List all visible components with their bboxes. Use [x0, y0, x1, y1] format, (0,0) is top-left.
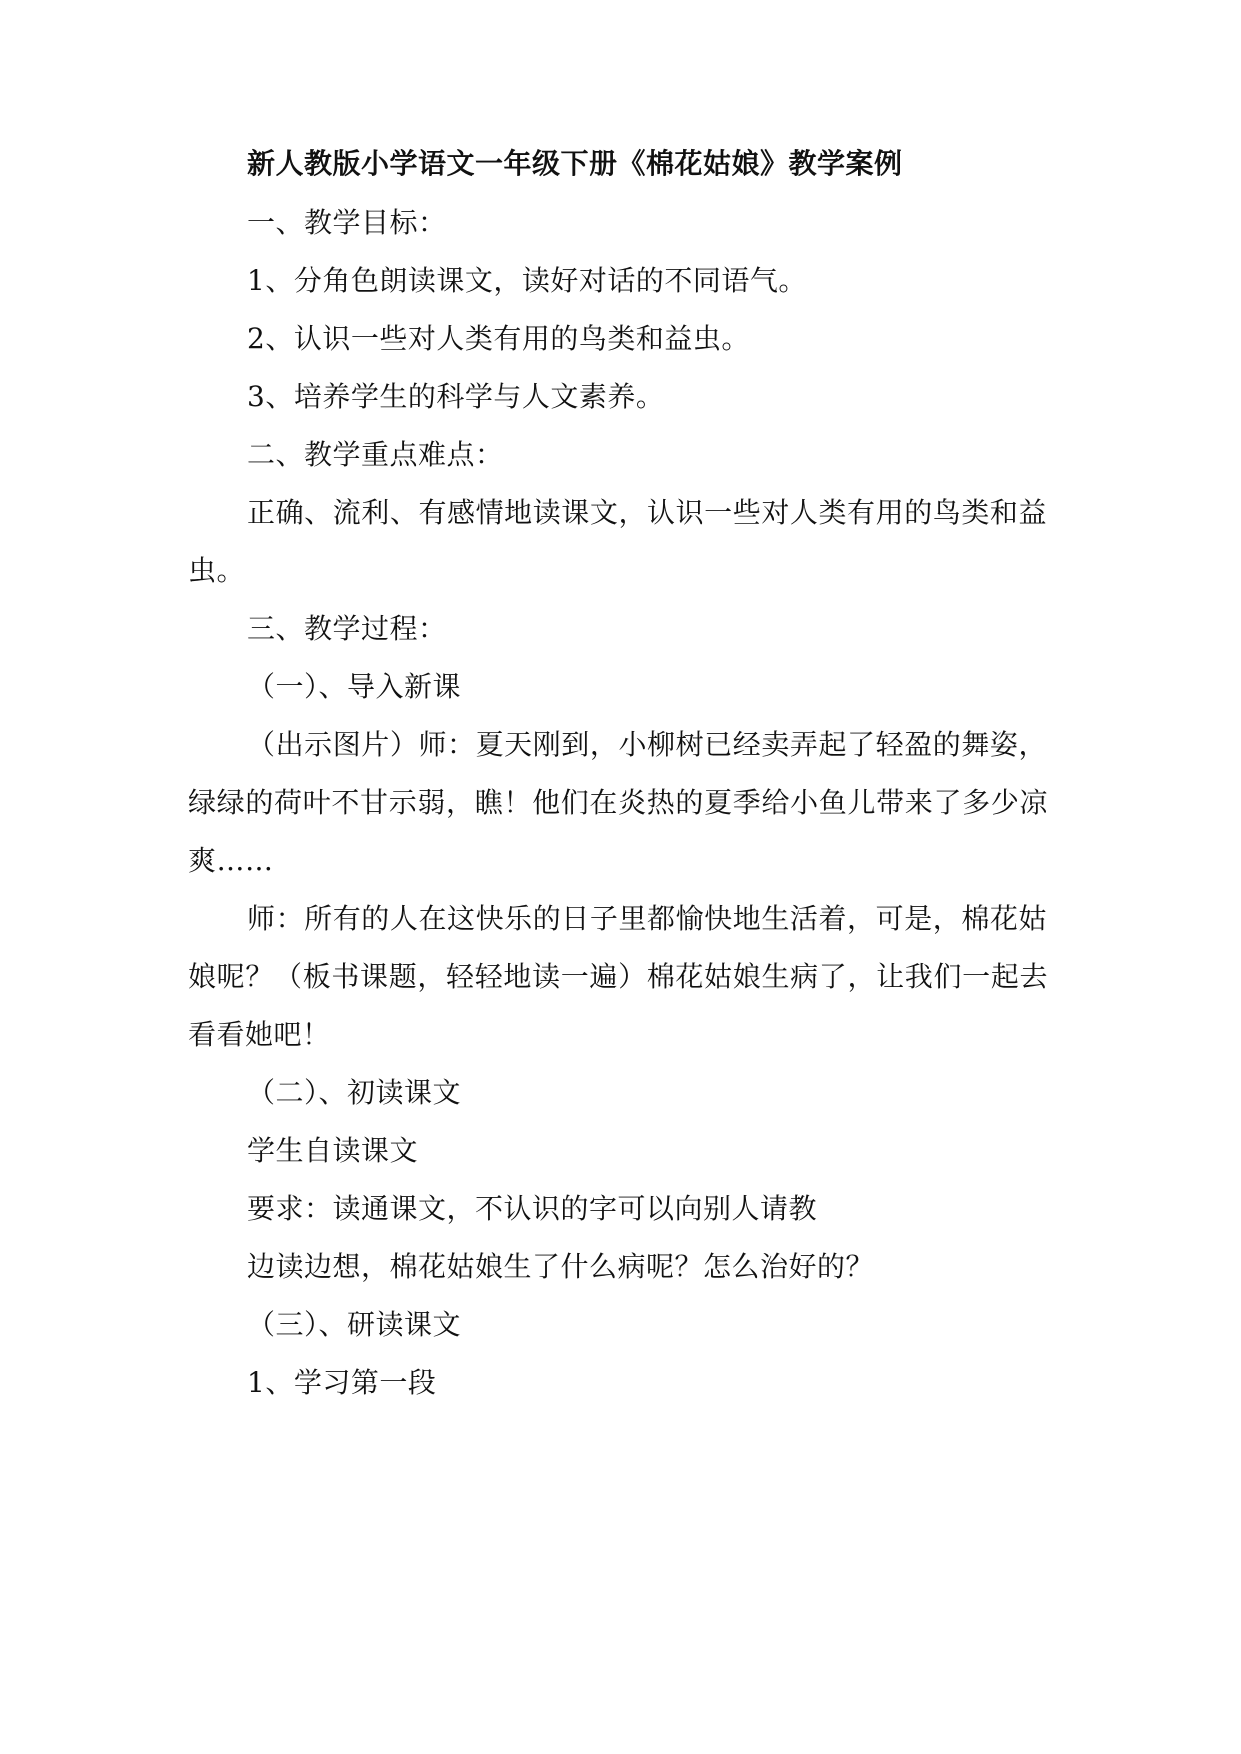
- section-heading-process: 三、教学过程：: [247, 612, 447, 645]
- step-heading-1: （一）、导入新课: [247, 670, 462, 703]
- section-heading-goals: 一、教学目标：: [247, 206, 447, 239]
- self-read-text: 学生自读课文: [247, 1134, 419, 1167]
- step-heading-3: （三）、研读课文: [247, 1308, 462, 1341]
- study-item-1: 1、学习第一段: [247, 1366, 437, 1399]
- document-title: 新人教版小学语文一年级下册《棉花姑娘》教学案例: [247, 147, 903, 180]
- goal-item-3: 3、培养学生的科学与人文素养。: [247, 380, 665, 413]
- requirement-text: 要求：读通课文，不认识的字可以向别人请教: [247, 1192, 818, 1225]
- key-points-line-1: 正确、流利、有感情地读课文，认识一些对人类有用的鸟类和益: [247, 496, 1047, 529]
- teacher-line-2: 娘呢？（板书课题，轻轻地读一遍）棉花姑娘生病了，让我们一起去: [188, 960, 1048, 993]
- think-text: 边读边想，棉花姑娘生了什么病呢？怎么治好的？: [247, 1250, 875, 1283]
- intro-line-3: 爽……: [188, 844, 274, 877]
- key-points-line-2: 虫。: [188, 554, 246, 587]
- goal-item-1: 1、分角色朗读课文，读好对话的不同语气。: [247, 264, 807, 297]
- teacher-line-3: 看看她吧！: [188, 1018, 331, 1051]
- goal-item-2: 2、认识一些对人类有用的鸟类和益虫。: [247, 322, 750, 355]
- step-heading-2: （二）、初读课文: [247, 1076, 462, 1109]
- intro-line-1: （出示图片）师：夏天刚到，小柳树已经卖弄起了轻盈的舞姿，: [247, 728, 1047, 761]
- intro-line-2: 绿绿的荷叶不甘示弱，瞧！他们在炎热的夏季给小鱼儿带来了多少凉: [188, 786, 1048, 819]
- section-heading-key-points: 二、教学重点难点：: [247, 438, 504, 471]
- teacher-line-1: 师：所有的人在这快乐的日子里都愉快地生活着，可是，棉花姑: [247, 902, 1047, 935]
